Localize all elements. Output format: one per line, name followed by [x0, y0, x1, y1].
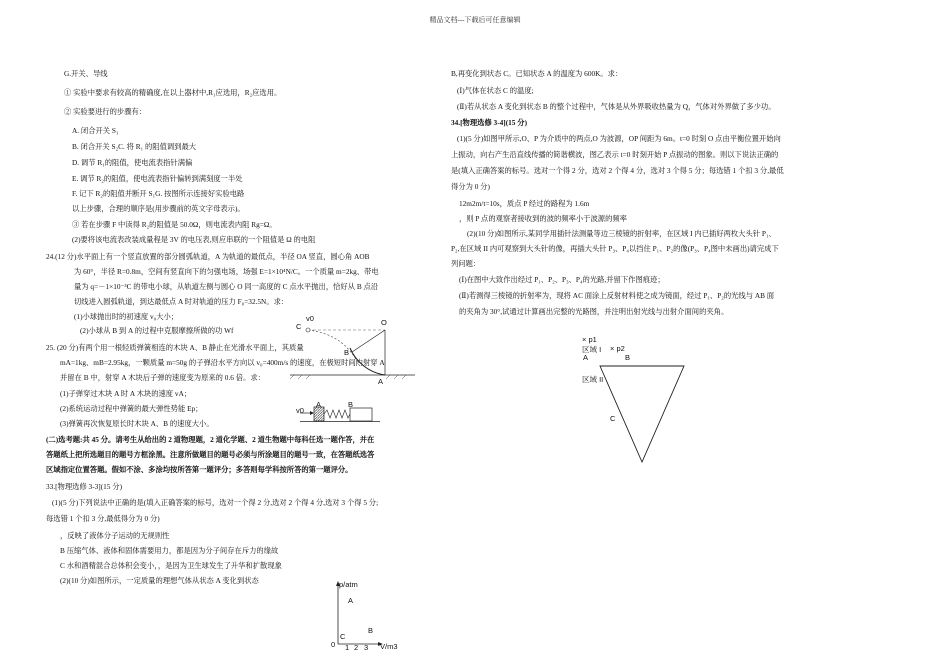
pv-ylabel: p/atm	[339, 580, 358, 589]
text-line: (Ⅰ)在图中大致作出经过 P₁、P₂、P₃、P₄的光路,并留下作图痕迹；	[459, 275, 665, 284]
text-line: 是(填入正确答案的标号。选对一个得 2 分，选对 2 个得 4 分，选对 3 个得 5 分；每选错 1 个扣 3 分,最低	[451, 166, 784, 175]
label-B: B	[344, 348, 350, 357]
text-line: B,再变化到状态 C。已知状态 A 的温度为 600K。求：	[451, 69, 623, 78]
text-line: B. 闭合开关 S₂C. 将 R₁ 的阻值调到最大	[72, 142, 197, 151]
text-line: ③ 若在步骤 F 中读得 R₂的阻值是 50.0Ω，则电流表内阻 Rg=Ω。	[72, 220, 277, 229]
text-line: 25. (20 分)有两个用一根轻质弹簧相连的木块 A、B 静止在光滑水平面上，其质量	[46, 343, 304, 352]
pv-tick: 1	[345, 643, 350, 652]
text-line: 切线进入圆弧轨道，到达最低点 A 时对轨道的压力 F₀=32.5N。求：	[74, 297, 289, 306]
text-line: (二)选考题:共 45 分。请考生从给出的 2 道物理题，2 道化学题、2 道生物题中每科任选一题作答，并在	[46, 435, 375, 444]
right-column	[451, 0, 950, 672]
text-line: (3)弹簧再次恢复原长时木块 A、B 的速度大小。	[60, 419, 214, 428]
blocks-spring-figure	[300, 404, 380, 426]
text-line: (2)系统运动过程中弹簧的最大弹性势能 Ep；	[60, 404, 203, 413]
text-line: (Ⅱ)若测得三棱镜的折射率为，现将 AC 面涂上反射材料使之成为镜面，经过 P₁、P₂的光线与 AB 面	[459, 291, 775, 300]
text-line: (2)小球从 B 到 A 的过程中克服摩擦所做的功 Wf	[80, 326, 234, 335]
text-line: 24.(12 分)水平面上有一个竖直放置的部分圆弧轨道，A 为轨道的最低点，半径 OA 竖直，圆心角 AOB	[46, 252, 370, 261]
text-line: ② 实验要进行的步骤有：	[64, 107, 147, 116]
prism-vertex-B: B	[625, 353, 631, 362]
text-line: F. 记下 R₂的阻值并断开 S₁G. 按图所示连接好实验电路	[72, 189, 245, 198]
text-line: 并留在 B 中，射穿 A 木块后子弹的速度变为原来的 0.6 倍。求：	[60, 373, 265, 382]
text-line: ① 实验中要求有较高的精确度,在以上器材中,R₁应选用，R₂应选用。	[64, 88, 282, 97]
text-line: 量为 q=－1×10⁻³C 的带电小球，从轨道左侧与圆心 O 同一高度的 C 点水平抛出，恰好从 B 点沿	[74, 282, 379, 291]
label-A: A	[378, 377, 384, 386]
text-line: 每选错 1 个扣 3 分,最低得分为 0 分)	[46, 514, 160, 523]
prism-region-1: 区域 I	[582, 345, 602, 354]
pv-tick: 3	[364, 643, 369, 652]
pv-origin: 0	[331, 640, 336, 649]
text-line: ，反映了液体分子运动的无规则性	[60, 531, 170, 540]
label-block-A: A	[316, 400, 322, 409]
label-C: C	[296, 322, 302, 331]
text-line: 的夹角为 30°,试通过计算画出完整的光路图，并注明出射光线与出射介面间的夹角。	[459, 307, 729, 316]
prism-vertex-C: C	[610, 414, 616, 423]
text-line: (1)(5 分)下列说法中正确的是(填入正确答案的标号，选对一个得 2 分,选对 2 个得 4 分,选对 3 个得 5 分;	[52, 498, 379, 507]
text-line: D. 调节 R₁的阻值，使电流表指针满偏	[72, 158, 193, 167]
circular-track-figure	[290, 312, 440, 392]
text-line: 以上步骤，合理的顺序是(用步骤前的英文字母表示)。	[72, 204, 245, 213]
prism-pin-p1: × p1	[582, 335, 597, 344]
text-line: 为 60°，半径 R=0.8m，空间有竖直向下的匀强电场，场强 E=1×10⁴N/C。一个质量 m=2kg、带电	[74, 267, 379, 276]
text-line: (1)(5 分)如图甲所示,O、P 为介质中的两点,O 为波源，OP 间距为 6m。t=0 时刻 O 点由平衡位置开始向	[457, 134, 781, 143]
label-O: O	[381, 318, 387, 327]
text-line: 12m2m/t=10s，质点 P 经过的路程为 1.6m	[459, 199, 590, 208]
text-line: (1)子弹穿过木块 A 时 A 木块的速度 vA；	[60, 389, 192, 398]
text-line: C 水和酒精混合总体积会变小，，是因为卫生球发生了升华和扩散现象	[60, 561, 282, 570]
label-v0: v0	[306, 314, 314, 323]
pv-state-B: B	[368, 626, 374, 635]
prism-vertex-A: A	[583, 353, 589, 362]
text-line: ，则 P 点的观察者接收到的波的频率小于波源的频率	[459, 214, 627, 223]
text-line: 得分为 0 分)	[451, 182, 490, 191]
text-line: 上振动，向右产生沿直线传播的简谐横波，图乙表示 t=0 时刻开始 P 点振动的图象。则以下说法正确的	[451, 150, 779, 159]
text-line: 区域指定位置答题。假如不涂、多涂均按所答第一题评分；多答则每学科按所答的第一题评分。	[46, 465, 353, 474]
pv-state-A: A	[348, 596, 354, 605]
label-v0: v0	[296, 406, 304, 415]
text-line: G.开关、导线	[64, 69, 108, 78]
pv-state-C: C	[340, 632, 346, 641]
text-line: (2)要将该电流表改装成量程是 3V 的电压表,则应串联的一个阻值是 Ω 的电阻	[72, 235, 316, 244]
prism-pin-p2: × p2	[610, 344, 625, 353]
text-line: P₂,在区域 II 内可观察到大头针的像，再插大头针 P₃、P₄以挡住 P₁、P₂的像(P₃、P₄图中未画出)请完成下	[451, 244, 779, 253]
text-line: (Ⅱ)若从状态 A 变化到状态 B 的整个过程中，气体是从外界吸收热量为 Q，气体对外界做了多少功。	[457, 102, 776, 111]
text-line: (2)(10 分)如图所示，一定质量的理想气体从状态 A 变化到状态	[60, 576, 259, 585]
text-line: (1)小球抛出时的初速度 v₀大小；	[74, 312, 179, 321]
label-block-B: B	[348, 400, 354, 409]
text-line: (2)(10 分)如图所示,某同学用插针法测量等边三棱镜的折射率，在区域 I 内已插好两枚大头针 P₁、	[467, 229, 776, 238]
text-line: A. 闭合开关 S₁	[72, 126, 119, 135]
text-line: 答题纸上把所选题目的题号方框涂黑。注意所做题目的题号必须与所涂题目的题号一致，在答题纸选答	[46, 450, 375, 459]
text-line: 34.[物理选修 3-4](15 分)	[451, 118, 527, 127]
text-line: mA=1kg、mB=2.95kg，一颗质量 m=50g 的子弹沿水平方向以 v₀=400m/s 的速度，在极短时间内射穿 A	[60, 358, 385, 367]
prism-region-2: 区域 II	[582, 375, 604, 384]
text-line: (Ⅰ)气体在状态 C 的温度;	[457, 86, 534, 95]
text-line: 33.[物理选修 3-3](15 分)	[46, 482, 122, 491]
pv-xlabel: V/m3	[380, 642, 398, 651]
text-line: B 压缩气体、液体和固体需要用力，都是因为分子间存在斥力的缘故	[60, 546, 279, 555]
page-header: 精品文档---下载后可任意编辑	[429, 16, 521, 24]
text-line: 列问题：	[451, 259, 481, 268]
pv-tick: 2	[354, 643, 359, 652]
text-line: E. 调节 R₂的阻值，使电流表指针偏转到满刻度一半处	[72, 174, 243, 183]
